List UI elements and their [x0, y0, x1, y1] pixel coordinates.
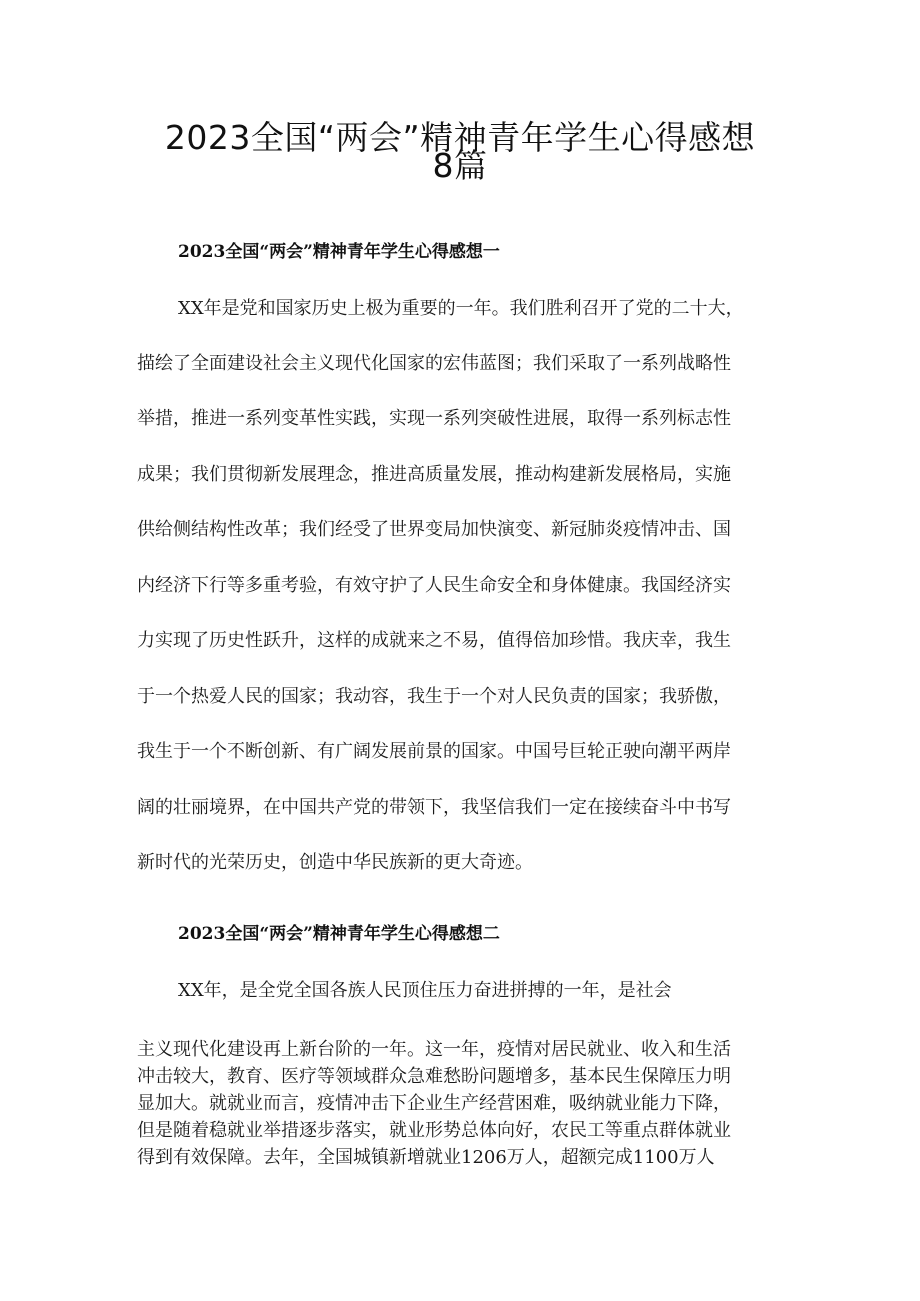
section2-line-1: 主义现代化建设再上新台阶的一年。这一年，疫情对居民就业、收入和生活	[137, 1039, 731, 1060]
section2-line-3: 显加大。就就业而言，疫情冲击下企业生产经营困难，吸纳就业能力下降，	[137, 1093, 731, 1114]
section-heading-2: 2023全国“两会”精神青年学生心得感想二	[178, 924, 500, 944]
section1-line-5: 供给侧结构性改革；我们经受了世界变局加快演变、新冠肺炎疫情冲击、国	[137, 519, 731, 540]
section1-line-8: 于一个热爱人民的国家；我动容，我生于一个对人民负责的国家；我骄傲，	[137, 686, 731, 707]
section2-line-4: 但是随着稳就业举措逐步落实，就业形势总体向好，农民工等重点群体就业	[137, 1120, 731, 1141]
section1-line-2: 描绘了全面建设社会主义现代化国家的宏伟蓝图；我们采取了一系列战略性	[137, 353, 731, 374]
section1-line-4: 成果；我们贯彻新发展理念，推进高质量发展，推动构建新发展格局，实施	[137, 464, 731, 485]
section2-line-5: 得到有效保障。去年，全国城镇新增就业1206万人，超额完成1100万人	[137, 1147, 715, 1168]
section1-line-6: 内经济下行等多重考验，有效守护了人民生命安全和身体健康。我国经济实	[137, 575, 731, 596]
section2-first-line: XX年，是全党全国各族人民顶住压力奋进拼搏的一年，是社会	[178, 980, 672, 1001]
section1-line-3: 举措，推进一系列变革性实践，实现一系列突破性进展，取得一系列标志性	[137, 408, 731, 429]
document-title-line1: 2023全国“两会”精神青年学生心得感想	[164, 118, 756, 157]
section1-line-10: 阔的壮丽境界，在中国共产党的带领下，我坚信我们一定在接续奋斗中书写	[137, 797, 731, 818]
section1-line-1: XX年是党和国家历史上极为重要的一年。我们胜利召开了党的二十大，	[178, 298, 744, 319]
section1-line-7: 力实现了历史性跃升，这样的成就来之不易，值得倍加珍惜。我庆幸，我生	[137, 630, 731, 651]
section2-line-2: 冲击较大，教育、医疗等领域群众急难愁盼问题增多，基本民生保障压力明	[137, 1066, 731, 1087]
section-heading-1: 2023全国“两会”精神青年学生心得感想一	[178, 242, 500, 262]
section1-line-9: 我生于一个不断创新、有广阔发展前景的国家。中国号巨轮正驶向潮平两岸	[137, 741, 731, 762]
section1-line-11: 新时代的光荣历史，创造中华民族新的更大奇迹。	[137, 852, 533, 873]
document-title-line2: 8篇	[432, 146, 488, 185]
